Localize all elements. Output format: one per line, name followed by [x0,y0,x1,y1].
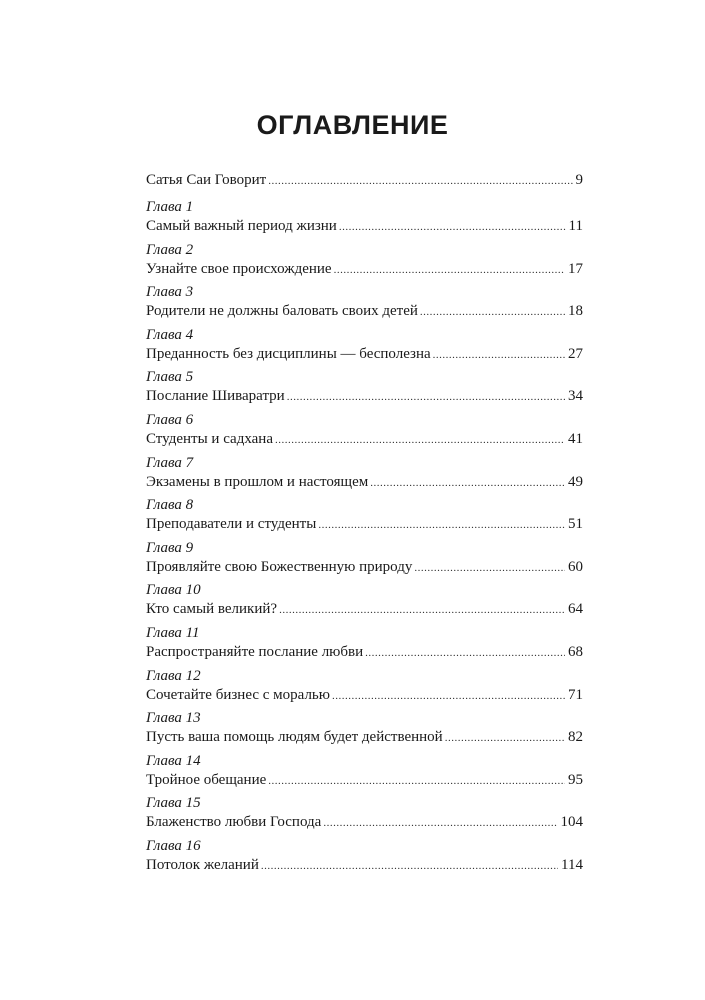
chapter-label: Глава 12 [146,667,201,684]
toc-entry[interactable] [146,454,583,494]
chapter-label: Глава 5 [146,369,194,386]
entry-title: Студенты и садхана [146,431,273,447]
toc-entry[interactable] [146,539,583,579]
dot-leader [334,260,565,280]
entry-title: Блаженство любви Господа [146,814,322,831]
entry-title: Самый важный период жизни [146,218,337,234]
chapter-label: Глава 16 [146,838,201,854]
entry-line [146,642,583,662]
toc-entry[interactable] [146,709,583,749]
dot-leader [268,771,565,791]
page-number: 95 [568,771,583,788]
dot-leader [268,171,572,191]
entry-line [146,472,583,492]
chapter-label: Глава 14 [146,752,201,769]
entry-title: Проявляйте свою Божественную природу [146,558,413,575]
entry-title: Потолок желаний [146,857,259,873]
chapter-label: Глава 8 [146,497,194,514]
chapter-label: Глава 2 [146,241,194,258]
entry-title: Кто самый великий? [146,601,278,618]
dot-leader [261,856,558,876]
dot-leader [365,643,565,663]
entry-title: Сатья Саи Говорит [146,172,267,188]
dot-leader [370,473,565,493]
entry-title: Экзамены в прошлом и настоящем [146,473,369,490]
entry-line [146,514,583,534]
entry-title: Послание Шиваратри [146,388,285,405]
entry-line [146,557,583,577]
dot-leader [414,558,565,578]
page-number: 114 [561,857,583,873]
entry-line [146,685,583,705]
dot-leader [323,813,557,833]
page-number: 104 [560,814,583,831]
page-number: 68 [568,644,583,660]
chapter-label: Глава 11 [146,625,200,641]
page-number: 17 [568,260,583,277]
entry-line [146,259,583,279]
entry-line [146,386,583,406]
entry-title: Узнайте свое происхождение [146,260,332,277]
toc-entry[interactable] [146,667,583,707]
dot-leader [318,515,565,535]
toc-entry[interactable] [146,752,583,792]
page-number: 51 [568,516,583,533]
page-number: 71 [568,686,583,703]
page-number: 11 [568,218,583,234]
toc-entry[interactable] [146,837,583,877]
page-number: 49 [568,473,583,490]
dot-leader [275,430,565,450]
toc-entry[interactable] [146,794,583,834]
page-number: 34 [568,388,583,405]
toc-entry[interactable] [146,368,583,408]
dot-leader [279,600,565,620]
page-number: 41 [568,431,583,447]
dot-leader [433,345,565,365]
toc-entry[interactable] [146,496,583,536]
entry-title: Распространяйте послание любви [146,644,364,660]
toc-entry[interactable] [146,326,583,366]
page-number: 9 [575,172,583,188]
chapter-label: Глава 4 [146,326,194,343]
chapter-label: Глава 10 [146,582,201,599]
chapter-label: Глава 6 [146,412,194,428]
entry-title: Преданность без дисциплины — бесполезна [146,345,431,362]
entry-line [146,812,583,832]
toc-entry[interactable] [146,411,583,451]
entry-title: Сочетайте бизнес с моралью [146,686,330,703]
dot-leader [287,387,565,407]
chapter-label: Глава 15 [146,795,201,812]
page-number: 82 [568,729,583,746]
entry-line [146,855,583,875]
page-number: 18 [568,303,583,320]
toc-entry[interactable] [146,241,583,281]
toc-entry[interactable] [146,198,583,238]
page-number: 64 [568,601,583,618]
chapter-label: Глава 7 [146,454,194,471]
chapter-label: Глава 9 [146,539,194,556]
entry-title: Преподаватели и студенты [146,516,317,533]
entry-line [146,170,583,190]
chapter-label: Глава 13 [146,710,201,727]
toc-entry[interactable] [146,624,583,664]
entry-title: Пусть ваша помощь людям будет действенной [146,729,443,746]
chapter-label: Глава 3 [146,284,194,301]
entry-line [146,770,583,790]
entry-title: Тройное обещание [146,771,267,788]
entry-line [146,301,583,321]
page-title: ОГЛАВЛЕНИЕ [256,110,449,140]
page-number: 27 [568,345,583,362]
dot-leader [445,728,565,748]
page-number: 60 [568,558,583,575]
entry-line [146,216,583,236]
entry-line [146,429,583,449]
chapter-label: Глава 1 [146,199,194,215]
toc-entry[interactable] [146,283,583,323]
dot-leader [332,686,565,706]
entry-line [146,344,583,364]
dot-leader [339,217,566,237]
entry-line [146,599,583,619]
toc-entry[interactable] [146,581,583,621]
entry-line [146,727,583,747]
entry-title: Родители не должны баловать своих детей [146,303,418,320]
dot-leader [420,302,565,322]
